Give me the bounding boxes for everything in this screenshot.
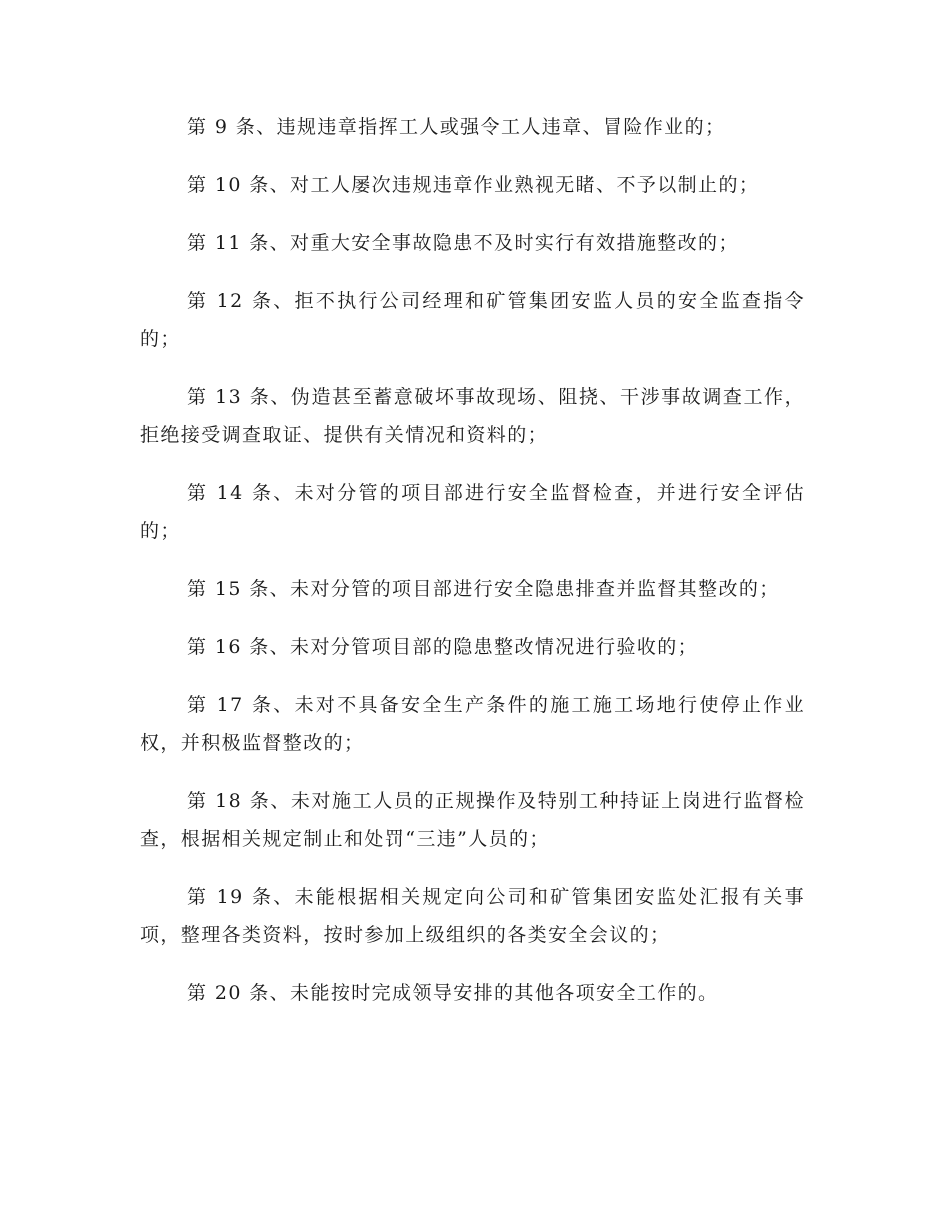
article-20: 第 20 条、未能按时完成领导安排的其他各项安全工作的。 — [187, 982, 719, 1004]
article-18: 第 18 条、未对施工人员的正规操作及特别工种持证上岗进行监督检查，根据相关规定制止和处罚“三违”人员的； — [140, 790, 805, 850]
article-19: 第 19 条、未能根据相关规定向公司和矿管集团安监处汇报有关事项，整理各类资料，按时参加上级组织的各类安全会议的； — [140, 886, 805, 946]
article-12: 第 12 条、拒不执行公司经理和矿管集团安监人员的安全监查指令的； — [140, 290, 805, 350]
article-10: 第 10 条、对工人屡次违规违章作业熟视无睹、不予以制止的； — [187, 174, 760, 196]
article-15: 第 15 条、未对分管的项目部进行安全隐患排查并监督其整改的； — [187, 578, 780, 600]
article-11: 第 11 条、对重大安全事故隐患不及时实行有效措施整改的； — [187, 232, 739, 254]
article-16: 第 16 条、未对分管项目部的隐患整改情况进行验收的； — [187, 636, 699, 658]
article-17: 第 17 条、未对不具备安全生产条件的施工施工场地行使停止作业权，并积极监督整改的； — [140, 694, 805, 754]
article-14: 第 14 条、未对分管的项目部进行安全监督检查，并进行安全评估的； — [140, 482, 805, 542]
document-body — [140, 108, 805, 1032]
article-13: 第 13 条、伪造甚至蓄意破坏事故现场、阻挠、干涉事故调查工作，拒绝接受调查取证、提供有关情况和资料的； — [140, 386, 805, 446]
article-9: 第 9 条、违规违章指挥工人或强令工人违章、冒险作业的； — [187, 116, 726, 138]
